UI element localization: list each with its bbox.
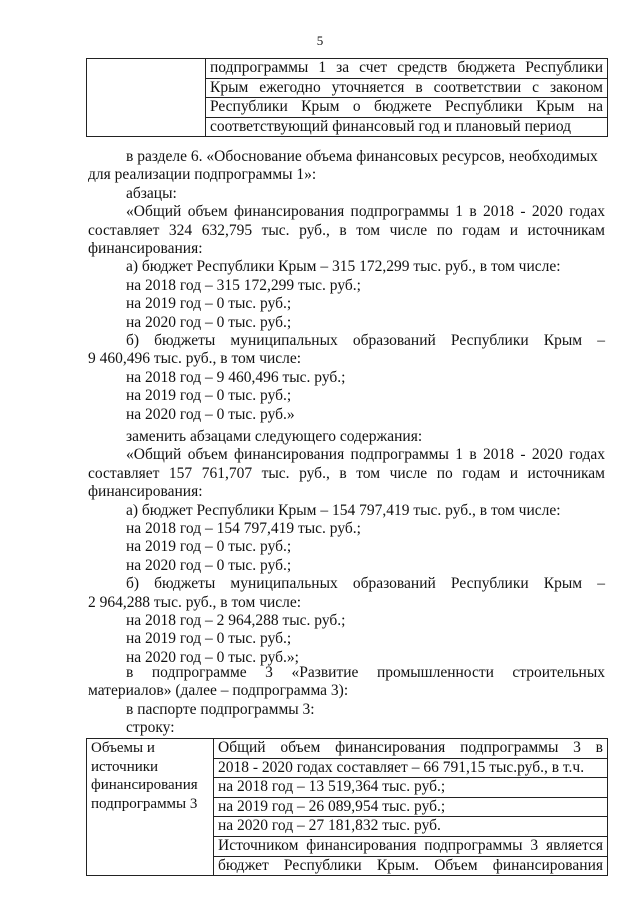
paragraph-line: на 2019 год – 0 тыс. руб.; <box>126 387 292 405</box>
table-line: на 2018 год – 13 519,364 тыс. руб.; <box>214 778 607 798</box>
row-label-cell <box>87 739 214 876</box>
paragraph-line: «Общий объем финансирования подпрограммы 1 в 2018 - 2020 годах <box>126 203 605 221</box>
paragraph-line: б) бюджеты муниципальных образований Республики Крым – <box>126 332 605 350</box>
table-line: на 2020 год – 27 181,832 тыс. руб. <box>214 817 607 837</box>
paragraph-line: финансирования: <box>88 240 203 258</box>
continuation-table <box>86 58 608 137</box>
table-line: Республики Крым о бюджете Республики Крым на <box>206 98 607 118</box>
paragraph-line: 9 460,496 тыс. руб., в том числе: <box>88 350 302 368</box>
paragraph-line: абзацы: <box>126 184 177 202</box>
paragraph-line: составляет 324 632,795 тыс. руб., в том числе по годам и источникам <box>88 221 605 239</box>
section-1 <box>88 148 605 424</box>
passport-table <box>86 738 608 876</box>
table-line: на 2019 год – 26 089,954 тыс. руб.; <box>214 798 607 818</box>
paragraph-line: в паспорте подпрограммы 3: <box>126 700 315 718</box>
table-line: бюджет Республики Крым. Объем финансирования <box>218 856 603 874</box>
table-line: подпрограммы 1 за счет средств бюджета Республики <box>206 59 607 79</box>
paragraph-line: на 2019 год – 0 тыс. руб.; <box>126 630 292 648</box>
section-3 <box>88 664 605 738</box>
paragraph-line: на 2019 год – 0 тыс. руб.; <box>126 538 292 556</box>
table-line: 2018 - 2020 годах составляет – 66 791,15 тыс.руб., в т.ч. <box>214 759 607 779</box>
paragraph-line: 2 964,288 тыс. руб., в том числе: <box>88 593 302 611</box>
paragraph-line: на 2018 год – 2 964,288 тыс. руб.; <box>126 612 346 630</box>
paragraph-line: на 2020 год – 0 тыс. руб.; <box>126 556 292 574</box>
paragraph-line: на 2020 год – 0 тыс. руб.» <box>126 405 295 423</box>
paragraph-line: на 2018 год – 315 172,299 тыс. руб.; <box>126 276 361 294</box>
table-line: Источником финансирования подпрограммы 3 является <box>214 837 607 857</box>
paragraph-line: в подпрограмме 3 «Развитие промышленности строительных <box>126 664 605 681</box>
paragraph-line: «Общий объем финансирования подпрограммы 1 в 2018 - 2020 годах <box>126 446 605 464</box>
paragraph-line: на 2019 год – 0 тыс. руб.; <box>126 295 292 313</box>
paragraph-line: на 2020 год – 0 тыс. руб.; <box>126 313 292 331</box>
paragraph-line: б) бюджеты муниципальных образований Республики Крым – <box>126 575 605 593</box>
paragraph-line: строку: <box>126 719 175 737</box>
paragraph-line: на 2018 год – 154 797,419 тыс. руб.; <box>126 520 361 538</box>
paragraph-line: а) бюджет Республики Крым – 315 172,299 тыс. руб., в том числе: <box>126 258 561 276</box>
paragraph-line: на 2018 год – 9 460,496 тыс. руб.; <box>126 368 346 386</box>
table-line: Общий объем финансирования подпрограммы 3 в <box>214 739 607 759</box>
paragraph-line: на 2020 год – 0 тыс. руб.»; <box>126 648 299 666</box>
section-2 <box>88 428 605 667</box>
continuation-cell <box>206 59 608 137</box>
table-line: Крым ежегодно уточняется в соответствии с законом <box>206 79 607 99</box>
table-line: соответствующий финансовый год и плановый период <box>210 117 572 135</box>
paragraph-line: заменить абзацами следующего содержания: <box>126 428 423 445</box>
row-label-line: источники <box>91 758 159 775</box>
paragraph-line: составляет 157 761,707 тыс. руб., в том числе по годам и источникам <box>88 464 605 482</box>
row-label-line: финансирования <box>91 777 198 794</box>
heading-line: в разделе 6. «Обоснование объема финансовых ресурсов, необходимых <box>126 148 598 165</box>
paragraph-line: а) бюджет Республики Крым – 154 797,419 тыс. руб., в том числе: <box>126 501 561 519</box>
row-content-cell <box>214 739 608 876</box>
row-label-line: подпрограммы 3 <box>91 795 198 812</box>
page-number: 5 <box>316 33 324 48</box>
row-label-line: Объемы и <box>91 740 155 756</box>
empty-cell <box>87 59 206 137</box>
heading-line: для реализации подпрограммы 1»: <box>88 166 317 184</box>
paragraph-line: материалов» (далее – подпрограмма 3): <box>88 682 349 700</box>
paragraph-line: финансирования: <box>88 483 203 501</box>
